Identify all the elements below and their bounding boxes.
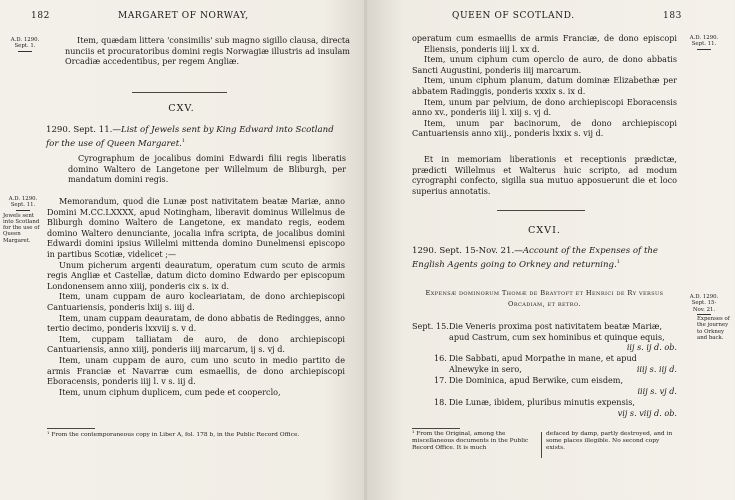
entry-text: Die Dominica, apud Berwike, cum eisdem, xyxy=(449,375,624,385)
section-number-cxvi: CXVI. xyxy=(528,225,561,236)
entry-paragraph: Item, unum ciphum cum operclo de auro, de dono abbatis Sancti Augustini, ponderis iiij marcarum. xyxy=(412,54,677,75)
entry-date: 16. xyxy=(434,353,447,363)
section-divider xyxy=(497,210,585,211)
entry-paragraph: Unum picherum argenti deauratum, operatum cum scuto de armis regis Angliæ et Castellæ, datum dicto domino Edwardo per episcopum Londonensem anno xiiij, ponderis cix s. ix d. xyxy=(47,259,345,291)
footnote-column-separator xyxy=(541,432,542,458)
left-top-margin-note xyxy=(6,37,44,52)
entry-paragraph: Item, cuppam talliatam de auro, de dono archiepiscopi Cantuariensis, anno xiiij, ponderis iiij marcarum, ij s. vj d. xyxy=(47,333,345,355)
right-top-margin-note: A.D. 1290. Sept. 11. xyxy=(685,35,723,50)
right-page-number: 183 xyxy=(663,11,682,21)
left-running-head: MARGARET OF NORWAY, xyxy=(118,11,249,21)
entry-paragraph: Item, unam cuppam deauratam, de dono abbatis de Redingges, anno tertio decimo, ponderis lxxviij s. v d. xyxy=(47,312,345,334)
right-body xyxy=(412,33,677,139)
entry-amount: iij s. ij d. ob. xyxy=(626,342,677,352)
left-footnote: ¹ From the contemporaneous copy in Liber A, fol. 178 b, in the Public Record Office. xyxy=(47,432,300,438)
entry-text: Die Sabbati, apud Morpathe in mane, et apud Alnewyke in sero, xyxy=(449,353,637,374)
top-paragraph: Item, quædam littera 'consimilis' sub magno sigillo clausa, directa nunciis et procuratoribus domini regis Norwagiæ illustris ad insulam Orcadiæ accedentibus, per regem Angliæ. xyxy=(65,35,350,67)
right-footnote-col2: defaced by damp, partly destroyed, and in some places illegible. No second copy exists. xyxy=(546,431,673,452)
footnote-rule xyxy=(47,428,95,429)
footnote-rule xyxy=(412,428,460,429)
left-body xyxy=(47,196,345,397)
entry-paragraph: Item, unum par pelvium, de dono archiepiscopi Eboracensis anno xv., ponderis iiij l. xiij s. vj d. xyxy=(412,96,677,118)
entry-amount: iiij s. vj d. xyxy=(637,386,677,396)
entry-paragraph: operatum cum esmaellis de armis Franciæ, de dono episcopi Eliensis, ponderis iiij l. xx d. xyxy=(412,33,677,54)
cyrographum-paragraph: Cyrographum de jocalibus domini Edwardi filii regis liberatis domino Waltero de Langetone per Willelmum de Bliburgh, per mandatum domini regis. xyxy=(68,153,346,185)
section-title-cxv: 1290. Sept. 11.—List of Jewels sent by King Edward into Scotland for the use of Queen Margaret.$^1$ xyxy=(46,125,334,149)
right-running-head: QUEEN OF SCOTLAND. xyxy=(452,11,575,21)
right-page xyxy=(367,0,734,500)
entry-paragraph: Item, unam cuppam de auro kocleariatam, de dono archiepiscopi Cantuariensis, ponderis lxiij s. iiij d. xyxy=(47,291,345,312)
margin-date: Sept. 1. xyxy=(14,43,36,50)
right-footnote-col1: ¹ From the Original, among the miscellaneous documents in the Public Record Office. It is much xyxy=(412,431,529,452)
entry-paragraph: Item, unum ciphum duplicem, cum pede et cooperclo, xyxy=(59,386,281,397)
entry-amount: iiij s. iij d. xyxy=(636,364,677,374)
left-margin-note-jewels: A.D. 1290. Sept. 11. Jewels sent into Scotland for the use of Queen Margaret. xyxy=(3,196,40,244)
entry-paragraph: Item, unum par bacinorum, de dono archiepiscopi Cantuariensis anno xiij., ponderis lxxix s. vij d. xyxy=(412,117,677,139)
left-page xyxy=(0,0,367,500)
section-title-cxvi: 1290. Sept. 15-Nov. 21.—Account of the Expenses of the English Agents going to Orkney and returning.$^1$ xyxy=(412,246,659,270)
section-number-cxv: CXV. xyxy=(168,103,195,114)
entry-text: Die Lunæ, ibidem, pluribus minutis expensis, xyxy=(449,397,635,407)
entry-amount: vij s. viij d. ob. xyxy=(617,408,677,418)
memorandum-paragraph: Memorandum, quod die Lunæ post nativitatem beatæ Mariæ, anno Domini M.CC.LXXXX, apud Notingham, liberavit dominus Willelmus de Bliburgh domino Waltero de Langetone, ex mandato regis, eodem domino Waltero denunciante, jocalia infra scripta, de jocalibus domini Edwardi domini ipsius Willelmi mittenda domino Dunelmensi episcopo in partibus Scotiæ, videlicet ;— xyxy=(47,196,345,259)
closing-paragraph: Et in memoriam liberationis et receptionis prædictæ, prædicti Willelmus et Walterus huic scripto, ad modum cyrographi confecto, sigilla sua mutuo apposuerunt die et loco superius annotatis. xyxy=(412,154,677,196)
right-margin-note-expenses-text: Expenses of the journey to Orkney and back. xyxy=(697,316,730,341)
entry-text: Die Veneris proxima post nativitatem beatæ Mariæ, apud Castrum, cum sex hominibus et quinque equis, xyxy=(449,321,665,342)
entry-paragraph: Item, unam cuppam de auro, cum uno scuto in medio partito de armis Franciæ et Navarræ cum esmaellis, de dono archiepiscopi Eboracensis, ponderis iiij l. v s. iij d. xyxy=(47,354,345,387)
entry-paragraph: Item, unum ciphum planum, datum dominæ Elizabethæ per abbatem Radinggis, ponderis xxxix s. ix d. xyxy=(412,75,677,96)
margin-year: A.D. 1290. xyxy=(10,37,40,43)
entry-date: 17. xyxy=(434,375,447,385)
expensae-heading: Expensæ dominorum Thomæ de Braytoft et Henrici de Ry versus Orcadiam, et retro. xyxy=(425,289,664,308)
right-margin-note-expenses: A.D. 1290. Sept. 15- Nov. 21. xyxy=(680,294,728,315)
section-divider xyxy=(132,92,227,93)
entry-date: 18. xyxy=(434,397,447,407)
entry-date: Sept. 15. xyxy=(412,321,449,331)
left-page-number: 182 xyxy=(31,11,50,21)
